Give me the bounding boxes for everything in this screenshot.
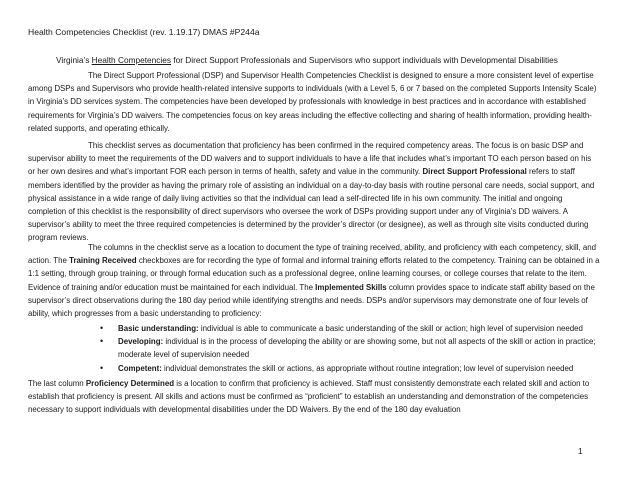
- level-desc: individual is in the process of developing the ability or are showing some, but not all aspects of the skill or action in practice; moderate level of supervision needed: [118, 337, 596, 360]
- proficiency-text-1: The last column: [28, 379, 86, 388]
- ability-levels-list: [100, 322, 600, 375]
- level-term: Basic understanding:: [118, 324, 199, 333]
- columns-paragraph: [28, 241, 600, 320]
- training-received-term: Training Received: [69, 256, 137, 266]
- bullet-icon: •: [100, 362, 104, 373]
- proficiency-text-2: is a location to confirm that proficiency is achieved. Staff must consistently demonstrate each related skill and action to establish that proficiency is present. All skills and actions must be confirmed as “proficient” to establish an understanding and demonstration of the competencies necessary to support individuals with developmental disabilities under the DD Waivers. By the end of the 180 day evaluation: [28, 379, 590, 415]
- level-desc: individual demonstrates the skill or actions, as appropriate without routine integration; low level of supervision needed: [161, 363, 574, 373]
- implemented-skills-term: Implemented Skills: [315, 282, 387, 292]
- level-term: Developing:: [118, 337, 164, 347]
- document-subtitle: [56, 55, 558, 66]
- proficiency-determined-term: Proficiency Determined: [85, 379, 175, 388]
- document-header: Health Competencies Checklist (rev. 1.19.17) DMAS #P244a: [28, 27, 260, 37]
- dsp-term: Direct Support Professional: [422, 167, 527, 177]
- bullet-icon: •: [100, 336, 104, 347]
- intro-text: The Direct Support Professional (DSP) and Supervisor Health Competencies Checklist is designed to ensure a more consistent level of expertise among DSPs and Supervisors who provide health-related intensive supports to individuals (with a Level 5, 6 or 7 based on the completed Supports Intensity Scale) in Virginia’s DD services system. The competencies have been developed by professionals with knowledge in best practices and in accordance with established requirements for Virginia’s DD waivers. The competencies focus on key areas including the effective collecting and sharing of health information, providing health-related supports, and operating ethically.: [28, 71, 597, 133]
- subtitle-suffix: for Direct Support Professionals and Supervisors who support individuals with Developmental Disabilities: [171, 55, 558, 65]
- level-term: Competent:: [118, 363, 162, 373]
- documentation-text-1: This checklist serves as documentation that proficiency has been confirmed in the required competency areas. The focus is on basic DSP and supervisor ability to meet the requirements of the DD waivers and to support individuals to have a life that includes what’s important TO each person based on his or her own desires and what’s important FOR each person in terms of health, safety and value in the community.: [28, 141, 592, 177]
- bullet-icon: •: [100, 323, 104, 333]
- page-number: 1: [578, 446, 583, 456]
- documentation-paragraph: [28, 139, 600, 245]
- subtitle-prefix: Virginia’s: [56, 55, 92, 65]
- columns-text-3: column provides space to indicate staff ability based on the supervisor’s direct observations during the 180 day period while identifying strengths and needs. DSPs and/or supervisors may demonstrate one of four levels of ability, which progresses from a basic understanding to proficiency:: [28, 282, 595, 319]
- list-item: [100, 335, 600, 361]
- level-desc: individual is able to communicate a basic understanding of the skill or action; high level of supervision needed: [198, 324, 583, 333]
- list-item: [100, 322, 600, 335]
- columns-text-2: checkboxes are for recording the type of formal and informal training efforts related to the competency. Training can be obtained in a 1:1 setting, through group training, or through formal education such as a professional degree, online learning courses, or college courses that relate to the item. Evidence of training and/or education must be maintained for each individual. The: [28, 256, 600, 292]
- intro-paragraph: [28, 69, 600, 135]
- documentation-text-2: refers to staff members identified by the provider as having the primary role of assisting an individual on a day-to-day basis with routine personal care needs, social support, and physical assistance in a wide range of daily living activities so that the individual can lead a self-directed life in his own community. The initial and ongoing completion of this checklist is the responsibility of direct supervisors who oversee the work of DSPs providing support under any of Virginia’s DD waivers. A supervisor’s ability to meet the three required competencies is determined by the provider’s director (or designee), as well as through site visits conducted during program reviews.: [28, 167, 595, 243]
- list-item: [100, 362, 600, 375]
- health-competencies-link[interactable]: Health Competencies: [91, 55, 171, 65]
- proficiency-paragraph: [28, 377, 600, 417]
- columns-text-1: The columns in the checklist serve as a location to document the type of training received, ability, and proficiency with each competency, skill, and action. The: [28, 243, 597, 266]
